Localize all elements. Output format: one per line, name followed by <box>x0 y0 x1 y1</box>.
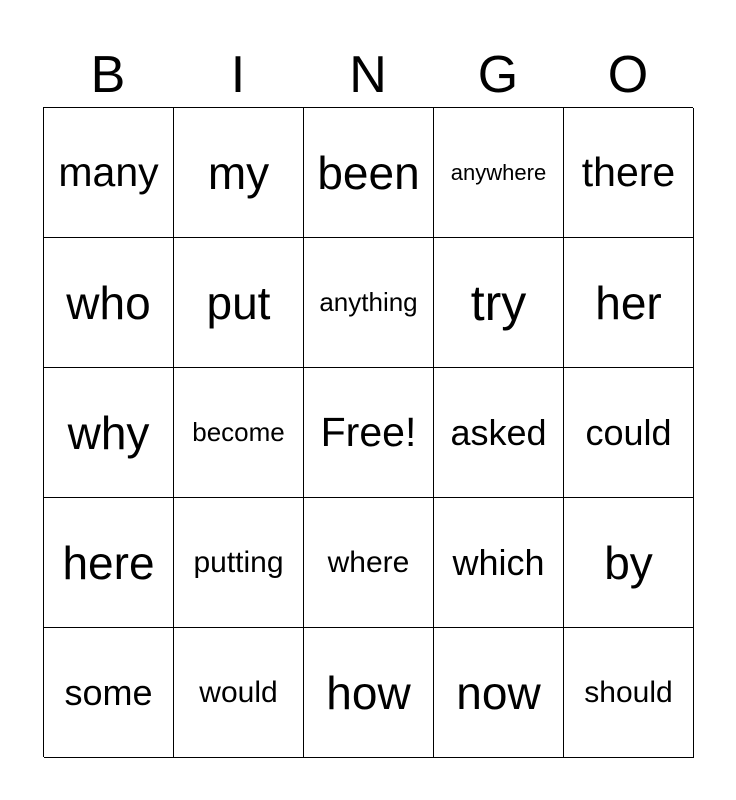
bingo-cell[interactable]: which <box>434 498 564 628</box>
bingo-cell[interactable]: now <box>434 628 564 758</box>
bingo-card-grid <box>43 107 693 757</box>
bingo-cell[interactable]: put <box>174 238 304 368</box>
bingo-cell[interactable]: some <box>44 628 174 758</box>
bingo-cell[interactable]: her <box>564 238 694 368</box>
bingo-cell[interactable]: putting <box>174 498 304 628</box>
header-letter-g: G <box>477 46 519 104</box>
header-letter-n: N <box>349 46 387 104</box>
bingo-cell[interactable]: where <box>304 498 434 628</box>
header-letter-i: I <box>230 46 246 104</box>
bingo-cell[interactable]: been <box>304 108 434 238</box>
bingo-header <box>43 42 693 108</box>
bingo-cell[interactable]: by <box>564 498 694 628</box>
bingo-cell[interactable]: could <box>564 368 694 498</box>
bingo-cell[interactable]: here <box>44 498 174 628</box>
header-letter-b: B <box>90 46 126 104</box>
bingo-cell[interactable]: become <box>174 368 304 498</box>
bingo-cell[interactable]: my <box>174 108 304 238</box>
bingo-cell[interactable]: many <box>44 108 174 238</box>
bingo-cell[interactable]: asked <box>434 368 564 498</box>
bingo-cell[interactable]: how <box>304 628 434 758</box>
bingo-cell[interactable]: anything <box>304 238 434 368</box>
bingo-cell[interactable]: would <box>174 628 304 758</box>
bingo-cell[interactable]: why <box>44 368 174 498</box>
bingo-cell[interactable]: anywhere <box>434 108 564 238</box>
header-letter-o: O <box>607 46 649 104</box>
bingo-cell[interactable]: there <box>564 108 694 238</box>
bingo-cell[interactable]: who <box>44 238 174 368</box>
bingo-cell free-space[interactable]: Free! <box>304 368 434 498</box>
bingo-cell[interactable]: should <box>564 628 694 758</box>
bingo-cell[interactable]: try <box>434 238 564 368</box>
